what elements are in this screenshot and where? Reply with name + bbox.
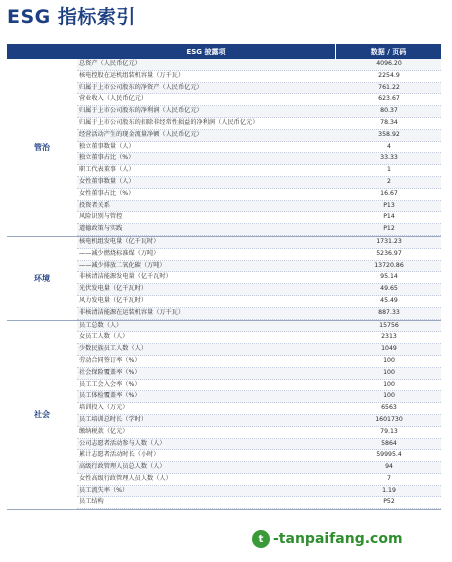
indicator-value: 1731.23 xyxy=(376,237,402,245)
table-row xyxy=(77,344,441,356)
table-row xyxy=(77,391,441,403)
table-row xyxy=(77,296,441,308)
indicator-name: 公司志愿者活动参与人数（人） xyxy=(79,439,166,447)
indicator-name: 风险识别与管控 xyxy=(79,213,123,221)
indicator-value: P13 xyxy=(383,201,395,209)
indicator-value: P14 xyxy=(383,213,395,221)
indicator-value: 100 xyxy=(383,368,395,376)
table-row xyxy=(77,321,441,333)
indicator-value: 5864 xyxy=(381,439,397,447)
indicator-value: 2 xyxy=(387,177,391,185)
table-row xyxy=(77,165,441,177)
table-row xyxy=(77,83,441,95)
table-row xyxy=(77,497,441,509)
table-row xyxy=(77,249,441,261)
table-row xyxy=(77,427,441,439)
section-rows xyxy=(77,321,441,510)
table-row xyxy=(77,224,441,236)
indicator-name: 核电机组发电量（亿千瓦时） xyxy=(79,237,160,245)
table-row xyxy=(77,201,441,213)
indicator-value: 1 xyxy=(387,166,391,174)
table-row xyxy=(77,153,441,165)
table-row xyxy=(77,450,441,462)
indicator-name: 累计志愿者活动时长（小时） xyxy=(79,451,160,459)
table-row xyxy=(77,118,441,130)
indicator-value: 2254.9 xyxy=(378,71,400,79)
indicator-value: 15756 xyxy=(379,321,399,329)
table-row xyxy=(77,308,441,320)
indicator-value: 1049 xyxy=(381,345,397,353)
indicator-name: 员工结构 xyxy=(79,498,104,506)
indicator-name: 风力发电量（亿千瓦时） xyxy=(79,296,148,304)
table-section xyxy=(7,59,441,237)
indicator-name: 营业收入（人民币亿元） xyxy=(79,95,148,103)
indicator-name: 高级行政管理人员总人数（人） xyxy=(79,463,166,471)
table-row xyxy=(77,368,441,380)
esg-index-table xyxy=(7,44,441,510)
table-row xyxy=(77,59,441,71)
table-section xyxy=(7,237,441,321)
indicator-value: 49.65 xyxy=(380,285,398,293)
table-row xyxy=(77,403,441,415)
indicator-value: 100 xyxy=(383,392,395,400)
indicator-value: 5236.97 xyxy=(376,249,402,257)
indicator-name: 总资产（人民币亿元） xyxy=(79,60,141,67)
table-body xyxy=(7,59,441,510)
indicator-value: 761.22 xyxy=(378,83,400,91)
indicator-value: 6563 xyxy=(381,404,397,412)
indicator-value: P52 xyxy=(383,498,395,506)
table-row xyxy=(77,237,441,249)
indicator-value: 887.33 xyxy=(378,308,400,316)
indicator-value: 2313 xyxy=(381,333,397,341)
indicator-name: 归属于上市公司股东的扣除非经常性损益的净利润（人民币亿元） xyxy=(79,118,259,126)
indicator-name: ——减少排放二氧化碳（万吨） xyxy=(79,261,166,269)
table-section xyxy=(7,321,441,511)
indicator-value: 79.13 xyxy=(380,427,398,435)
indicator-value: 16.67 xyxy=(380,189,398,197)
indicator-value: 100 xyxy=(383,380,395,388)
indicator-value: 1601730 xyxy=(375,415,403,423)
indicator-value: 80.37 xyxy=(380,107,398,115)
section-rows xyxy=(77,237,441,320)
indicator-name: 职工代表董事（人） xyxy=(79,166,135,174)
indicator-name: 经营活动产生的现金流量净额（人民币亿元） xyxy=(79,130,203,138)
indicator-name: 员工流失率（%） xyxy=(79,486,129,494)
indicator-name: 女性董事占比（%） xyxy=(79,189,135,197)
indicator-name: 社会保险覆盖率（%） xyxy=(79,368,141,376)
indicator-value: 7 xyxy=(387,474,391,482)
indicator-name: 女性高级行政管理人员人数（人） xyxy=(79,474,172,482)
section-label: 社会 xyxy=(34,410,50,420)
table-row xyxy=(77,462,441,474)
indicator-value: 33.33 xyxy=(380,154,398,162)
section-label: 管治 xyxy=(34,142,50,152)
watermark-text: -tanpaifang.com xyxy=(273,531,403,547)
indicator-name: 少数民族员工人数（人） xyxy=(79,345,148,353)
indicator-name: 员工工会入会率（%） xyxy=(79,380,141,388)
table-row xyxy=(77,439,441,451)
indicator-name: 归属于上市公司股东的净资产（人民币亿元） xyxy=(79,83,203,91)
page-title: ESG 指标索引 xyxy=(7,6,136,28)
table-row xyxy=(77,94,441,106)
indicator-value: 100 xyxy=(383,356,395,364)
table-row xyxy=(77,486,441,498)
indicator-name: 缴纳税款（亿元） xyxy=(79,427,129,435)
indicator-name: 非核清洁能源发电量（亿千瓦时） xyxy=(79,273,172,281)
table-row xyxy=(77,284,441,296)
indicator-name: 非核清洁能源在运装机容量（万千瓦） xyxy=(79,308,185,316)
header-value: 数据 / 页码 xyxy=(335,44,441,59)
indicator-name: 员工培训总时长（学时） xyxy=(79,415,148,423)
indicator-value: 94 xyxy=(385,463,393,471)
table-row xyxy=(77,415,441,427)
indicator-value: 59995.4 xyxy=(376,451,402,459)
indicator-value: 13720.86 xyxy=(374,261,404,269)
indicator-name: 道德政策与实践 xyxy=(79,225,123,233)
section-label: 环境 xyxy=(34,273,50,283)
indicator-name: ——减少燃烧标准煤（万吨） xyxy=(79,249,160,257)
table-row xyxy=(77,332,441,344)
watermark xyxy=(252,530,403,548)
table-row xyxy=(77,106,441,118)
indicator-value: 45.49 xyxy=(380,296,398,304)
indicator-name: 员工总数（人） xyxy=(79,321,123,329)
table-row xyxy=(77,189,441,201)
indicator-name: 光伏发电量（亿千瓦时） xyxy=(79,285,148,293)
section-rows xyxy=(77,59,441,236)
indicator-value: 95.14 xyxy=(380,273,398,281)
table-row xyxy=(77,130,441,142)
indicator-value: 4 xyxy=(387,142,391,150)
table-row xyxy=(77,272,441,284)
indicator-name: 核电控股在运机组装机容量（万千瓦） xyxy=(79,71,185,79)
indicator-value: 4096.20 xyxy=(376,60,402,67)
table-row xyxy=(77,212,441,224)
indicator-value: 358.92 xyxy=(378,130,400,138)
indicator-name: 劳动合同签订率（%） xyxy=(79,356,141,364)
indicator-name: 投资者关系 xyxy=(79,201,110,209)
leaf-icon: t xyxy=(252,530,270,548)
table-row xyxy=(77,380,441,392)
table-row xyxy=(77,177,441,189)
table-row xyxy=(77,356,441,368)
indicator-value: 623.67 xyxy=(378,95,400,103)
indicator-name: 独立董事占比（%） xyxy=(79,154,135,162)
indicator-value: 1.19 xyxy=(382,486,396,494)
table-row xyxy=(77,261,441,273)
table-row xyxy=(77,142,441,154)
indicator-name: 归属于上市公司股东的净利润（人民币亿元） xyxy=(79,107,203,115)
table-row xyxy=(77,71,441,83)
indicator-name: 员工体检覆盖率（%） xyxy=(79,392,141,400)
indicator-name: 女员工人数（人） xyxy=(79,333,129,341)
indicator-name: 培训投入（万元） xyxy=(79,404,129,412)
header-indicator: ESG 披露项 xyxy=(186,47,226,56)
table-row xyxy=(77,474,441,486)
table-header xyxy=(7,44,441,59)
indicator-value: P12 xyxy=(383,225,395,233)
indicator-name: 女性董事数量（人） xyxy=(79,177,135,185)
indicator-value: 78.34 xyxy=(380,118,398,126)
indicator-name: 独立董事数量（人） xyxy=(79,142,135,150)
